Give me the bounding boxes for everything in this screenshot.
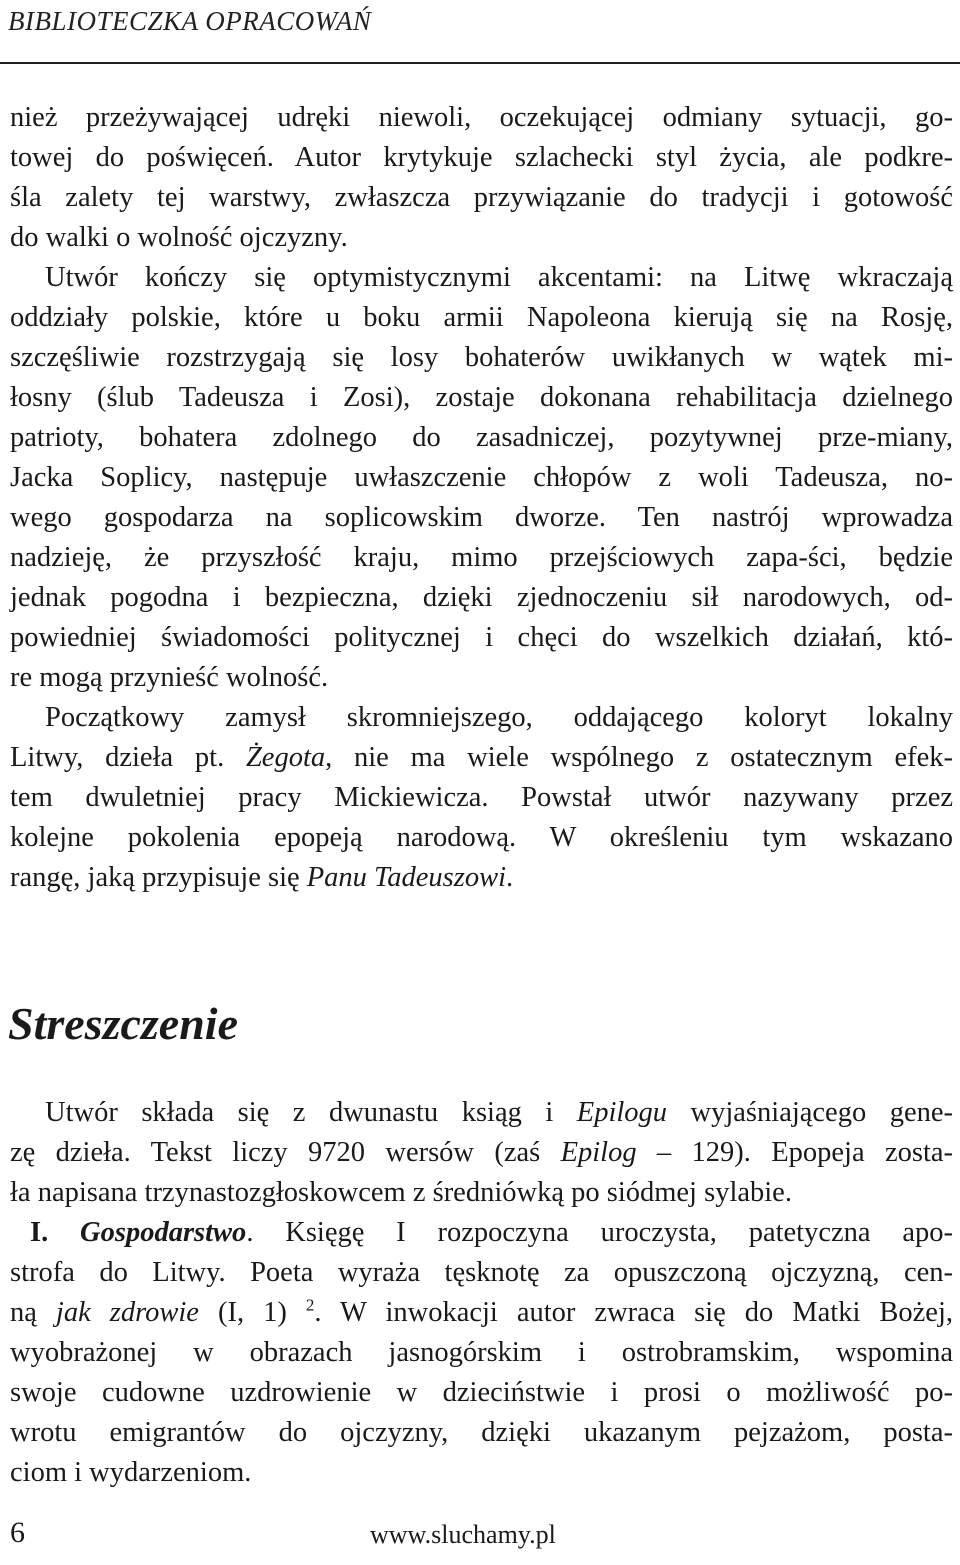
text-line: Utwór kończy się optymistycznymi akcentami: na Litwę wkraczają [45,262,953,293]
work-title-pan-tadeusz: Panu Tadeuszowi [306,862,507,893]
text-line: nadzieję, że przyszłość kraju, mimo przejściowych zapa-ści, będzie [10,542,953,573]
header-divider [0,62,960,64]
text-line: jednak pogodna i bezpieczna, dzięki zjednoczeniu sił narodowych, od- [10,582,953,613]
page-number: 6 [10,1516,25,1549]
section-heading: Streszczenie [8,998,238,1049]
text-line: swoje cudowne uzdrowienie w dzieciństwie i prosi o możliwość po- [10,1377,953,1408]
text-line: I. Gospodarstwo. Księgę I rozpoczyna uroczysta, patetyczna apo- [30,1217,953,1248]
footer-website-link[interactable]: www.sluchamy.pl [370,1520,556,1549]
text-line: tem dwuletniej pracy Mickiewicza. Powstał utwór nazywany przez [10,782,953,813]
text-line: powiedniej świadomości politycznej i chęci do wszelkich działań, któ- [10,622,953,653]
text-line: wyobrażonej w obrazach jasnogórskim i ostrobramskim, wspomina [10,1337,953,1368]
text-line: Jacka Soplicy, następuje uwłaszczenie chłopów z woli Tadeusza, no- [10,462,953,493]
text-line: ła napisana trzynastozgłoskowcem z średniówką po siódmej sylabie. [10,1177,792,1208]
text-line: do walki o wolność ojczyzny. [10,222,348,253]
text-line: śla zalety tej warstwy, zwłaszcza przywiązanie do tradycji i gotowość [10,182,953,213]
text-line: nież przeżywającej udręki niewoli, oczekującej odmiany sytuacji, go- [10,102,953,133]
text-line: kolejne pokolenia epopeją narodową. W określeniu tym wskazano [10,822,953,853]
running-header: BIBLIOTECZKA OPRACOWAŃ [8,6,372,36]
text-line: strofa do Litwy. Poeta wyraża tęsknotę za opuszczoną ojczyzną, cen- [10,1257,953,1288]
text-line: patrioty, bohatera zdolnego do zasadniczej, pozytywnej prze-miany, [10,422,953,453]
text-line: ną jak zdrowie (I, 1) $^2$. W inwokacji autor zwraca się do Matki Bożej, [10,1295,953,1328]
text-line: łosny (ślub Tadeusza i Zosi), zostaje dokonana rehabilitacja dzielnego [10,382,953,413]
text-line: zę dzieła. Tekst liczy 9720 wersów (zaś Epilog – 129). Epopeja zosta- [10,1137,954,1168]
work-title-zegota: Żegota [245,742,326,773]
text-line: ciom i wydarzeniom. [10,1457,252,1488]
book-title: Gospodarstwo [80,1217,247,1248]
text-line: re mogą przynieść wolność. [10,662,329,693]
text-line: Utwór składa się z dwunastu ksiąg i Epilogu wyjaśniającego gene- [45,1097,954,1128]
text-line: rangę, jaką przypisuje się Panu Tadeuszowi. [10,862,514,893]
text-line: towej do poświęceń. Autor krytykuje szlachecki styl życia, ale podkre- [10,142,953,173]
text-line: Początkowy zamysł skromniejszego, oddającego koloryt lokalny [45,702,953,733]
footnote-marker: 2 [305,1295,315,1315]
text-line: Litwy, dzieła pt. Żegota, nie ma wiele wspólnego z ostatecznym efek- [10,742,954,773]
text-line: szczęśliwie rozstrzygają się losy bohaterów uwikłanych w wątek mi- [10,342,953,373]
text-line: oddziały polskie, które u boku armii Napoleona kierują się na Rosję, [10,302,953,333]
text-line: wego gospodarza na soplicowskim dworze. Ten nastrój wprowadza [10,502,953,533]
book-number: I. [30,1217,81,1248]
text-line: wrotu emigrantów do ojczyzny, dzięki ukazanym pejzażom, posta- [10,1417,953,1448]
